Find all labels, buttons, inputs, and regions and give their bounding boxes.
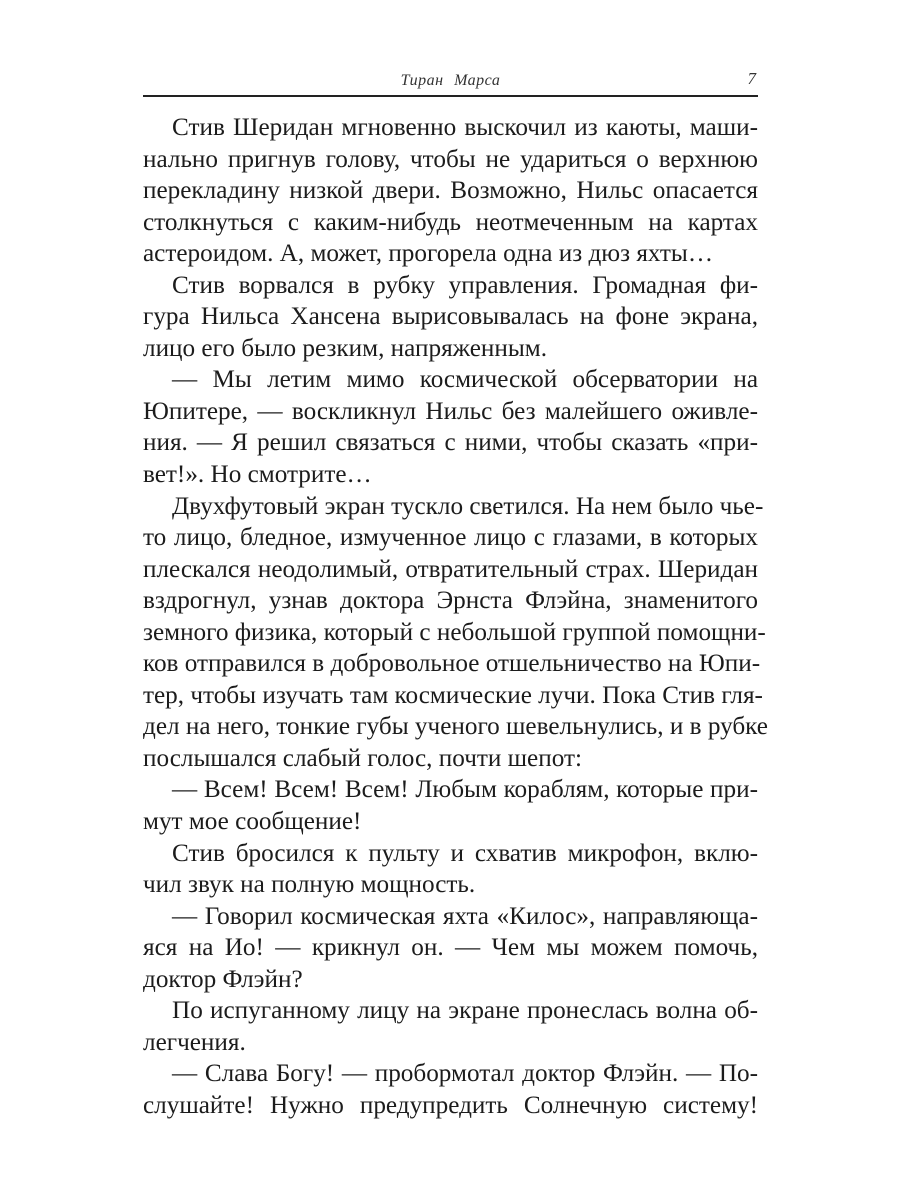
text-line: ния. — Я решил связаться с ними, чтобы сказать «при-: [143, 429, 758, 457]
text-line: слушайте! Нужно предупредить Солнечную систему!: [143, 1091, 758, 1119]
text-line: нально пригнув голову, чтобы не удариться о верхнюю: [143, 145, 758, 173]
text-line: дел на него, тонкие губы ученого шевельнулись, и в рубке: [143, 713, 768, 741]
text-line: столкнуться с каким-нибудь неотмеченным на картах: [143, 208, 758, 236]
text-line: лицо его было резким, напряженным.: [143, 334, 548, 362]
body-text: [143, 112, 768, 1122]
running-head: [143, 66, 758, 94]
text-line: послышался слабый голос, почти шепот:: [143, 744, 582, 772]
page-number: 7: [747, 69, 756, 88]
text-line: Двухфутовый экран тускло светился. На нем было чье-: [172, 492, 764, 520]
text-line: Стив Шеридан мгновенно выскочил из каюты, маши-: [172, 114, 758, 141]
text-line: плескался неодолимый, отвратительный страх. Шеридан: [143, 555, 758, 583]
text-line: легчения.: [143, 1028, 246, 1056]
text-line: — Слава Богу! — пробормотал доктор Флэйн. — По-: [172, 1060, 758, 1088]
text-line: то лицо, бледное, измученное лицо с глазами, в которых: [143, 524, 758, 552]
header-rule: [143, 95, 758, 97]
text-line: тер, чтобы изучать там космические лучи. Пока Стив гля-: [143, 681, 763, 709]
text-line: яся на Ио! — крикнул он. — Чем мы можем помочь,: [143, 934, 758, 962]
text-line: ков отправился в добровольное отшельничество на Юпи-: [143, 650, 761, 678]
text-line: астероидом. А, может, прогорела одна из дюз яхты…: [143, 240, 714, 268]
text-line: перекладину низкой двери. Возможно, Нильс опасается: [143, 177, 758, 205]
running-title: Тиран Марса: [400, 72, 501, 89]
text-line: мут мое сообщение!: [143, 808, 362, 836]
text-line: Юпитере, — воскликнул Нильс без малейшего оживле-: [143, 397, 758, 425]
text-line: чил звук на полную мощность.: [143, 871, 476, 899]
text-line: доктор Флэйн?: [143, 965, 303, 993]
text-line: — Всем! Всем! Всем! Любым кораблям, которые при-: [172, 776, 758, 804]
text-line: гура Нильса Хансена вырисовывалась на фоне экрана,: [143, 303, 758, 331]
text-line: земного физика, который с небольшой группой помощни-: [143, 618, 766, 646]
text-line: — Мы летим мимо космической обсерватории на: [172, 366, 758, 394]
text-line: — Говорил космическая яхта «Килос», направляюща-: [172, 902, 758, 930]
text-line: Стив ворвался в рубку управления. Громадная фи-: [172, 271, 758, 299]
text-line: вет!». Но смотрите…: [143, 461, 372, 489]
text-line: Стив бросился к пульту и схватив микрофон, вклю-: [172, 839, 758, 867]
text-line: По испуганному лицу на экране пронеслась волна об-: [172, 997, 758, 1025]
text-line: вздрогнул, узнав доктора Эрнста Флэйна, знаменитого: [143, 587, 758, 615]
